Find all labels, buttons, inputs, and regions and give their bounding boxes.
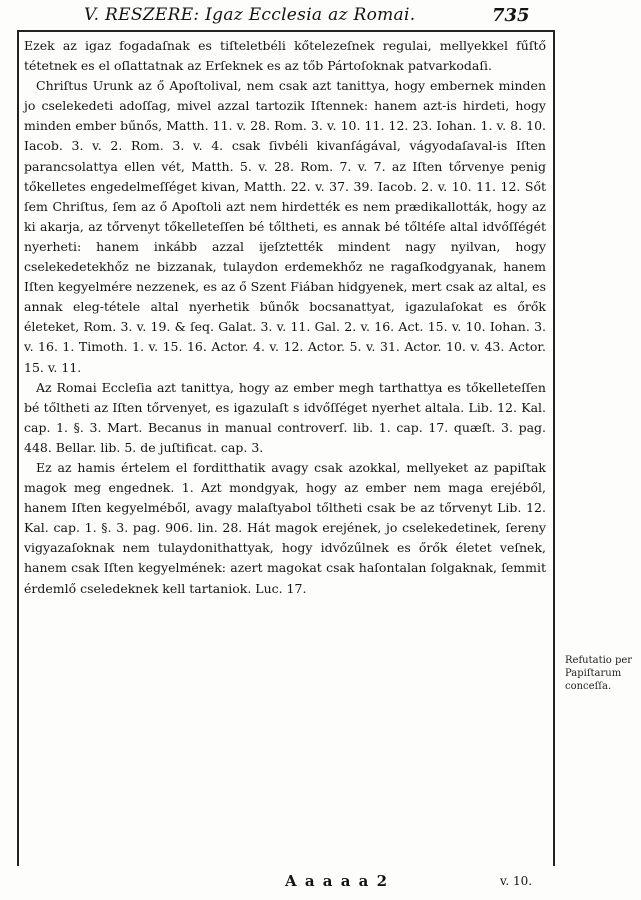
body-text [24, 36, 546, 599]
running-title: V. RESZERE: Igaz Ecclesia az Romai. [84, 5, 416, 25]
catchword: v. 10. [500, 874, 533, 888]
paragraph-romai-ecclesia: Az Romai Eccleſia azt tanittya, hogy az ember megh tarthattya es tőkelleteſſen bé tőltheti az Iſten tőrvenyet, es igazulaſt s idvőſſéget nyerhet altala. Lib. 12. Kal. cap. 1. §. 3. Mart. Becanus in manual controverſ. lib. 1. cap. 17. quæſt. 3. pag. 448. Bellar. lib. 5. de juſtificat. cap. 3. [24, 379, 546, 455]
paragraph-refutatio: Ez az hamis értelem el forditthatik avagy csak azokkal, mellyeket az papiſtak magok meg engednek. 1. Azt mondgyak, hogy az ember nem maga erejéből, hanem Iſten kegyelméből, avagy malaſtyabol tőltheti csak be az tőrvenyt Lib. 12. Kal. cap. 1. §. 3. pag. 906. lin. 28. Hát magok erejének, jo cselekedetinek, ſereny vigyazaſoknak nem tulaydonithattyak, hogy idvőzűlnek es őrők életet veſnek, hanem csak Iſten kegyelmének: azert magokat csak haſontalan ſolgaknak, ſemmit érdemlő cseledeknek kell tartaniok. Luc. 17. [24, 459, 546, 596]
page-number: 735 [492, 5, 530, 26]
page-footer [0, 870, 641, 896]
margin-note: Refutatio per Papiſtarum conceſſa. [565, 655, 633, 692]
running-head [0, 3, 551, 29]
paragraph-intro: Ezek az igaz fogadaſnak es tiſteletbéli kőtelezeſnek regulai, mellyekkel fűſtő tétetnek es el oſlattatnak az Erſeknek es az tőb Pártoſoknak patvarkodaſi. [24, 38, 546, 74]
signature-mark: A a a a a 2 [285, 872, 389, 890]
paragraph-christus: Chriſtus Urunk az ő Apoſtolival, nem csak azt tanittya, hogy embernek minden jo cselekedeti adoſſag, mivel azzal tartozik Iſtennek: hanem azt-is hirdeti, hogy minden ember bűnős, Matth. 11. v. 28. Rom. 3. v. 10. 11. 12. 23. Iohan. 1. v. 8. 10. Iacob. 3. v. 2. Rom. 3. v. 4. csak ſivbéli kivanſágával, vágyodaſaval-is Iſten parancsolattya ellen vét, Matth. 5. v. 28. Rom. 7. v. 7. az Iſten tőrvenye penig tőkelletes engedelmeſſéget kivan, Matth. 22. v. 37. 39. Iacob. 2. v. 10. 11. 12. Sőt ſem Chriſtus, ſem az ő Apoſtoli azt nem hirdették es nem prædikallották, hogy az ki akarja, az tőrvenyt tőkelleteſſen bé tőltheti, es annak bé tőltéſe altal idvőſſégét nyerheti: hanem inkább azzal ijeſztették mindent nagy nyilvan, hogy cselekedetekhőz ne bizzanak, tulaydon erdemekhőz ne ragaſkodgyanak, hanem Iſten kegyelmére nezzenek, es az ő Szent Fiában hidgyenek, mert csak az altal, es annak eleg-tétele altal nyerhetik bűnők bocsanattyat, igazulaſokat es őrők életeket, Rom. 3. v. 19. & ſeq. Galat. 3. v. 11. Gal. 2. v. 16. Act. 15. v. 10. Iohan. 3. v. 16. 1. Timoth. 1. v. 15. 16. Actor. 4. v. 12. Actor. 5. v. 31. Actor. 10. v. 43. Actor. 15. v. 11. [24, 78, 546, 375]
